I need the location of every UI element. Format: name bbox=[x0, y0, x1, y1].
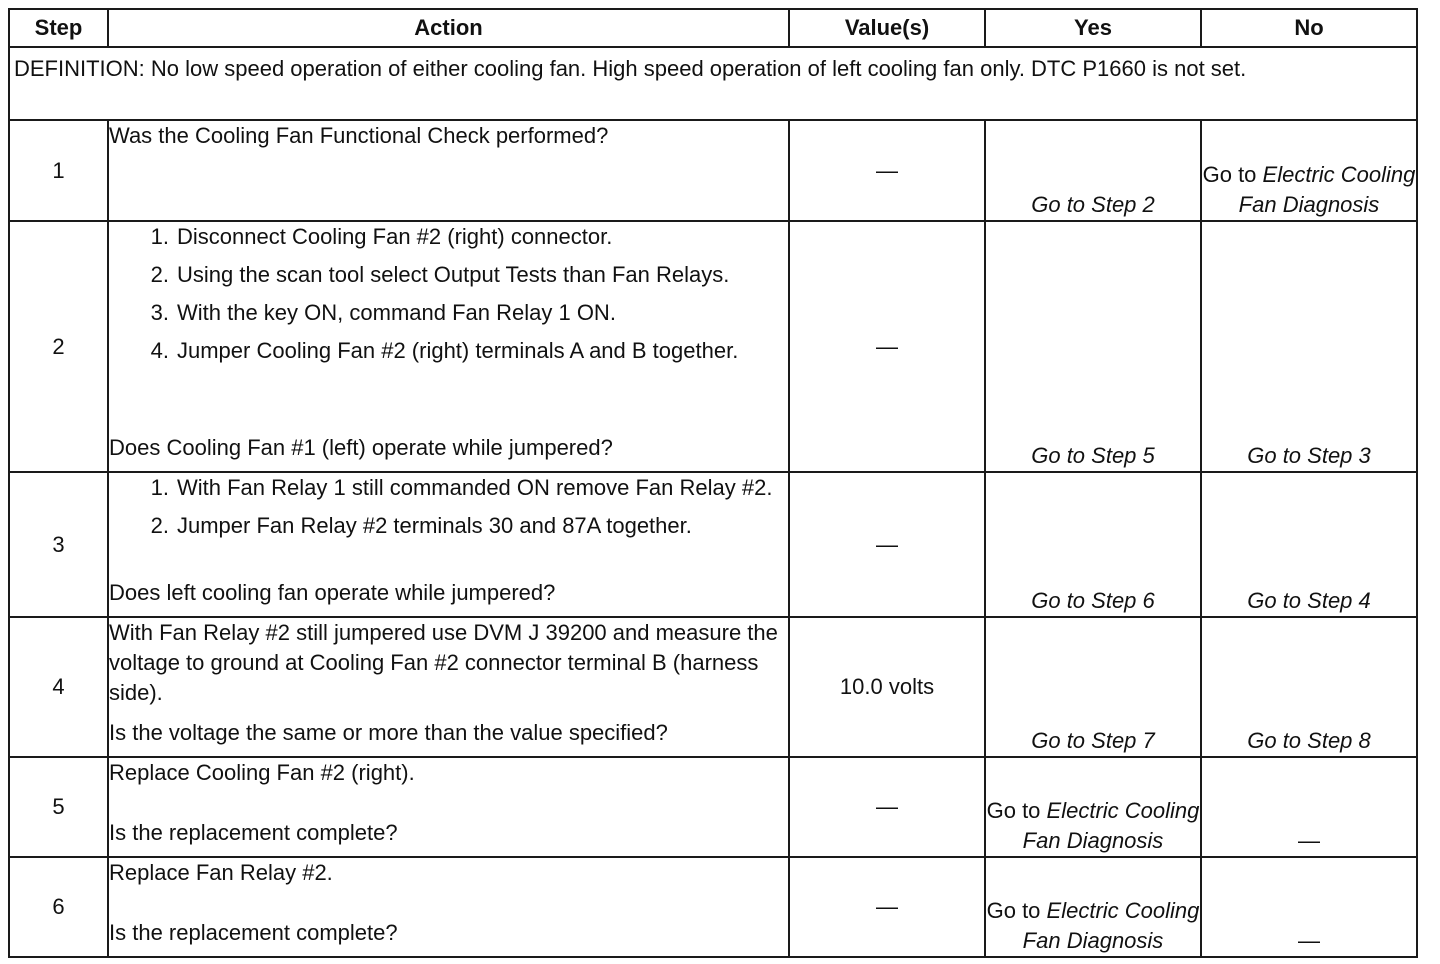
substep-text: With Fan Relay 1 still commanded ON remove Fan Relay #2. bbox=[177, 475, 773, 500]
yes-outcome bbox=[985, 857, 1201, 957]
substep-number: 2. bbox=[150, 513, 169, 538]
substep-number: 3. bbox=[150, 300, 169, 325]
substep-number: 4. bbox=[150, 338, 169, 363]
step-action bbox=[108, 120, 789, 221]
no-outcome bbox=[1201, 120, 1417, 221]
outcome-target: Go to Step 8 bbox=[1247, 728, 1371, 753]
yes-outcome bbox=[985, 617, 1201, 757]
substep-list bbox=[109, 222, 788, 366]
substep-text: Disconnect Cooling Fan #2 (right) connector. bbox=[177, 224, 613, 249]
step-row bbox=[9, 221, 1417, 472]
no-outcome-dash: — bbox=[1298, 828, 1320, 853]
header-action: Action bbox=[108, 9, 789, 47]
step-row bbox=[9, 472, 1417, 617]
step-row bbox=[9, 757, 1417, 857]
step-value: — bbox=[789, 472, 985, 617]
outcome-target: Electric Cooling Fan Diagnosis bbox=[1022, 798, 1200, 853]
substep-text: Using the scan tool select Output Tests than Fan Relays. bbox=[177, 262, 730, 287]
step-value: 10.0 volts bbox=[789, 617, 985, 757]
header-row bbox=[9, 9, 1417, 47]
no-outcome bbox=[1201, 221, 1417, 472]
outcome-target: Electric Cooling Fan Diagnosis bbox=[1238, 162, 1416, 217]
step-row bbox=[9, 120, 1417, 221]
substep-list bbox=[109, 473, 788, 541]
no-outcome-dash: — bbox=[1298, 928, 1320, 953]
no-outcome bbox=[1201, 757, 1417, 857]
substep-text: Jumper Fan Relay #2 terminals 30 and 87A together. bbox=[177, 513, 692, 538]
step-number: 3 bbox=[9, 472, 108, 617]
step-action bbox=[108, 221, 789, 472]
outcome-target: Go to Step 5 bbox=[1031, 443, 1155, 468]
action-paragraph: Replace Cooling Fan #2 (right). bbox=[109, 760, 415, 785]
outcome-prefix: Go to bbox=[1202, 162, 1263, 187]
action-question: Is the voltage the same or more than the value specified? bbox=[109, 720, 668, 745]
step-value: — bbox=[789, 757, 985, 857]
definition-row bbox=[9, 47, 1417, 120]
action-question: Does left cooling fan operate while jumpered? bbox=[109, 580, 556, 605]
outcome-target: Go to Step 3 bbox=[1247, 443, 1371, 468]
yes-outcome bbox=[985, 120, 1201, 221]
step-number: 4 bbox=[9, 617, 108, 757]
substep-text: Jumper Cooling Fan #2 (right) terminals A and B together. bbox=[177, 338, 739, 363]
step-value: — bbox=[789, 120, 985, 221]
definition-text: DEFINITION: No low speed operation of either cooling fan. High speed operation of left cooling fan only. DTC P1660 is not set. bbox=[9, 47, 1417, 120]
diagnostic-table bbox=[8, 8, 1418, 958]
substep-item bbox=[109, 298, 788, 328]
outcome-target: Electric Cooling Fan Diagnosis bbox=[1022, 898, 1200, 953]
step-number: 2 bbox=[9, 221, 108, 472]
substep-item bbox=[109, 222, 788, 252]
step-action bbox=[108, 857, 789, 957]
outcome-prefix: Go to bbox=[986, 898, 1047, 923]
step-action bbox=[108, 617, 789, 757]
header-values: Value(s) bbox=[789, 9, 985, 47]
step-action bbox=[108, 757, 789, 857]
no-outcome bbox=[1201, 472, 1417, 617]
yes-outcome bbox=[985, 472, 1201, 617]
substep-number: 1. bbox=[150, 475, 169, 500]
header-step: Step bbox=[9, 9, 108, 47]
step-value: — bbox=[789, 221, 985, 472]
header-no: No bbox=[1201, 9, 1417, 47]
action-paragraph: With Fan Relay #2 still jumpered use DVM J 39200 and measure the voltage to ground at Cooling Fan #2 connector terminal B (harness side). bbox=[109, 620, 778, 705]
step-row bbox=[9, 617, 1417, 757]
yes-outcome bbox=[985, 757, 1201, 857]
substep-item bbox=[109, 511, 788, 541]
substep-item bbox=[109, 336, 788, 366]
substep-item bbox=[109, 473, 788, 503]
step-row bbox=[9, 857, 1417, 957]
outcome-prefix: Go to bbox=[986, 798, 1047, 823]
step-value: — bbox=[789, 857, 985, 957]
step-action bbox=[108, 472, 789, 617]
step-number: 5 bbox=[9, 757, 108, 857]
substep-text: With the key ON, command Fan Relay 1 ON. bbox=[177, 300, 616, 325]
action-question: Does Cooling Fan #1 (left) operate while jumpered? bbox=[109, 435, 613, 460]
outcome-target: Go to Step 4 bbox=[1247, 588, 1371, 613]
outcome-target: Go to Step 6 bbox=[1031, 588, 1155, 613]
substep-item bbox=[109, 260, 788, 290]
outcome-target: Go to Step 2 bbox=[1031, 192, 1155, 217]
no-outcome bbox=[1201, 617, 1417, 757]
step-number: 1 bbox=[9, 120, 108, 221]
action-paragraph: Was the Cooling Fan Functional Check performed? bbox=[109, 123, 609, 148]
step-number: 6 bbox=[9, 857, 108, 957]
action-paragraph: Replace Fan Relay #2. bbox=[109, 860, 333, 885]
yes-outcome bbox=[985, 221, 1201, 472]
no-outcome bbox=[1201, 857, 1417, 957]
substep-number: 2. bbox=[150, 262, 169, 287]
outcome-target: Go to Step 7 bbox=[1031, 728, 1155, 753]
action-question: Is the replacement complete? bbox=[109, 920, 398, 945]
substep-number: 1. bbox=[150, 224, 169, 249]
action-question: Is the replacement complete? bbox=[109, 820, 398, 845]
header-yes: Yes bbox=[985, 9, 1201, 47]
